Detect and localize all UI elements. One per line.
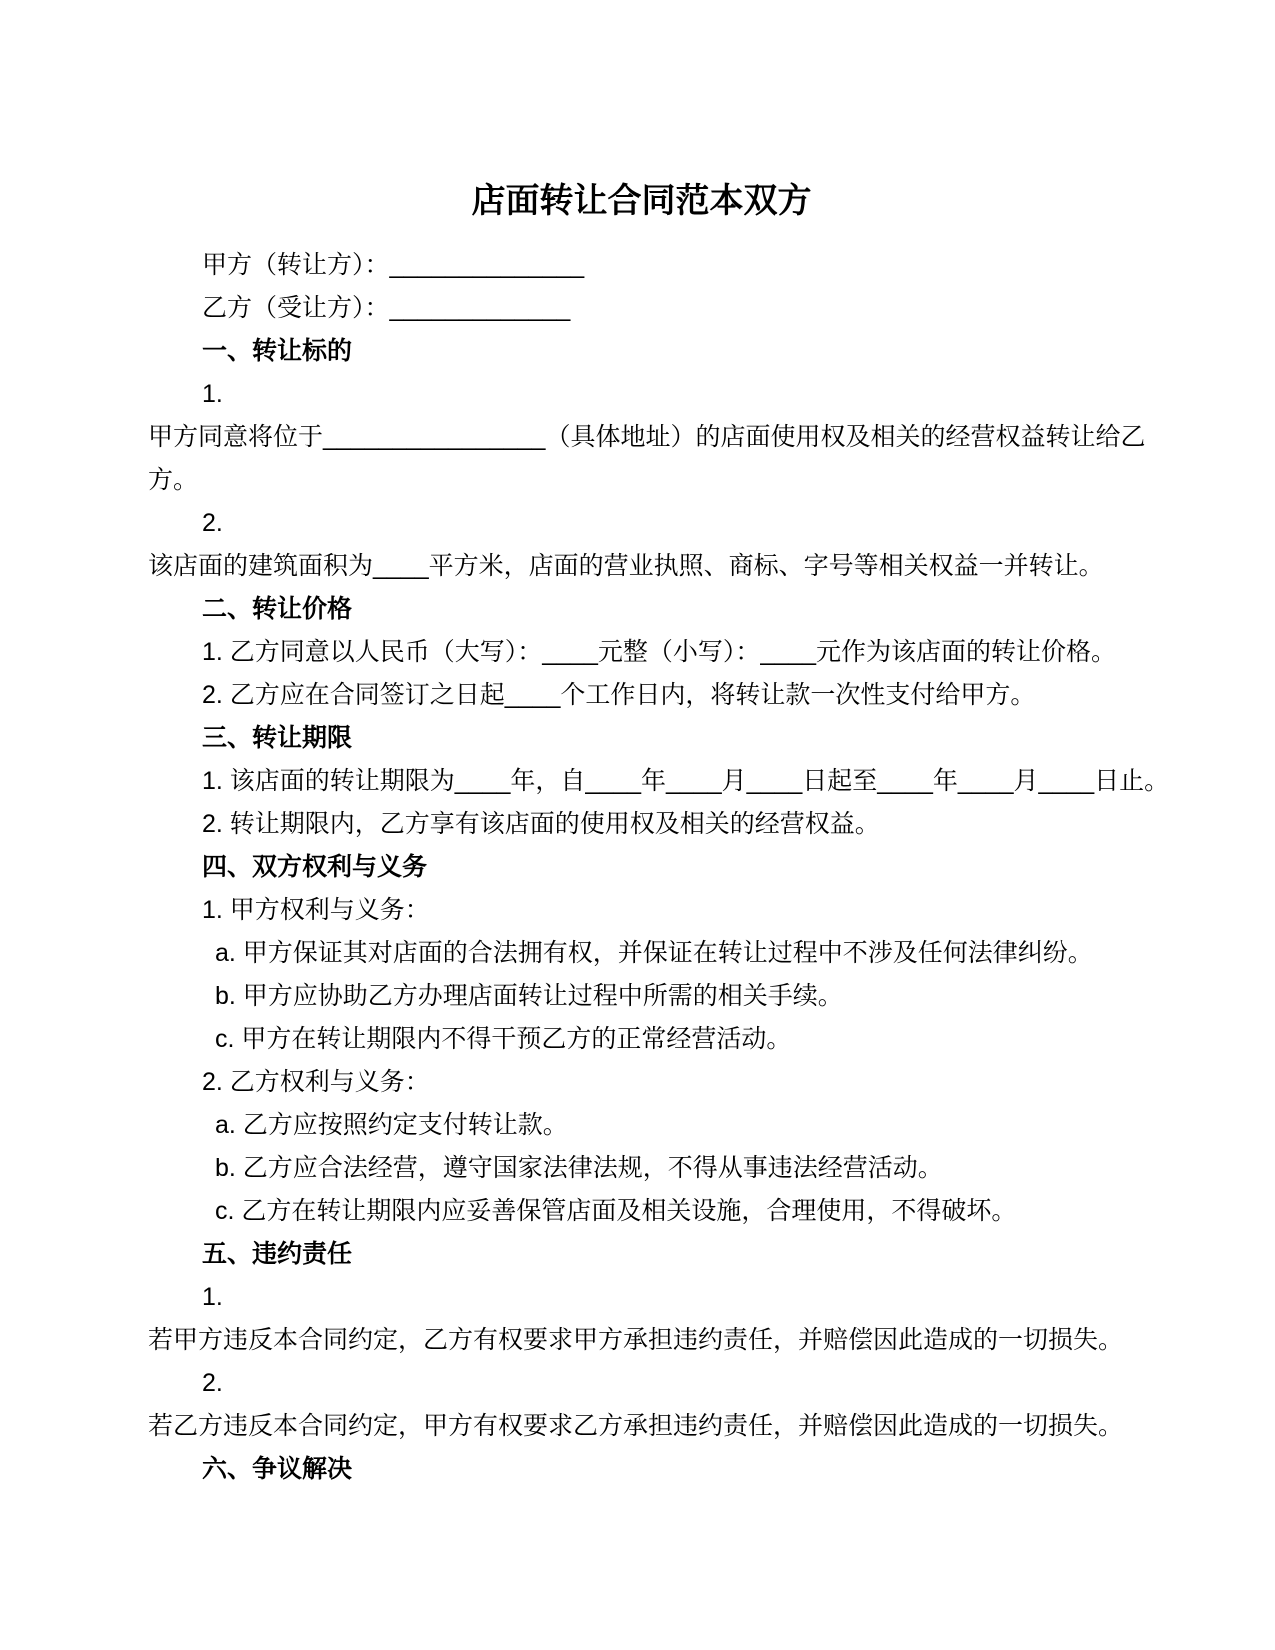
clause-2-2: 2. 乙方应在合同签订之日起____个工作日内，将转让款一次性支付给甲方。 (202, 681, 1036, 709)
clause-1-2-number: 2. (202, 509, 223, 537)
clause-5-2-text: 若乙方违反本合同约定，甲方有权要求乙方承担违约责任，并赔偿因此造成的一切损失。 (148, 1412, 1124, 1440)
clause-5-1-text: 若甲方违反本合同约定，乙方有权要求甲方承担违约责任，并赔偿因此造成的一切损失。 (148, 1326, 1124, 1354)
clause-4-1-label: 1. 甲方权利与义务： (202, 896, 430, 924)
party-b-line: 乙方（受让方）：_____________ (202, 294, 571, 322)
document-title: 店面转让合同范本双方 (471, 182, 812, 220)
clause-4-2-item-c: c. 乙方在转让期限内应妥善保管店面及相关设施，合理使用，不得破坏。 (215, 1197, 1017, 1225)
clause-4-2-item-b: b. 乙方应合法经营，遵守国家法律法规，不得从事违法经营活动。 (215, 1154, 943, 1182)
clause-4-2-label: 2. 乙方权利与义务： (202, 1068, 430, 1096)
section-4-heading: 四、双方权利与义务 (202, 853, 428, 881)
clause-4-1-item-c: c. 甲方在转让期限内不得干预乙方的正常经营活动。 (215, 1025, 792, 1053)
clause-5-1-number: 1. (202, 1283, 223, 1311)
section-1-heading: 一、转让标的 (202, 337, 353, 365)
clause-1-1-number: 1. (202, 380, 223, 408)
clause-1-2-text: 该店面的建筑面积为____平方米，店面的营业执照、商标、字号等相关权益一并转让。 (148, 552, 1104, 580)
party-a-line: 甲方（转让方）：______________ (202, 251, 585, 279)
clause-2-1: 1. 乙方同意以人民币（大写）：____元整（小写）：____元作为该店面的转让价格。 (202, 638, 1117, 666)
section-5-heading: 五、违约责任 (202, 1240, 353, 1268)
section-2-heading: 二、转让价格 (202, 595, 353, 623)
clause-3-2: 2. 转让期限内，乙方享有该店面的使用权及相关的经营权益。 (202, 810, 880, 838)
section-6-heading: 六、争议解决 (202, 1455, 353, 1483)
clause-1-1-text-line2: 方。 (148, 466, 199, 494)
section-3-heading: 三、转让期限 (202, 724, 353, 752)
clause-4-1-item-b: b. 甲方应协助乙方办理店面转让过程中所需的相关手续。 (215, 982, 843, 1010)
clause-4-2-item-a: a. 乙方应按照约定支付转让款。 (215, 1111, 568, 1139)
clause-5-2-number: 2. (202, 1369, 223, 1397)
clause-4-1-item-a: a. 甲方保证其对店面的合法拥有权，并保证在转让过程中不涉及任何法律纠纷。 (215, 939, 1093, 967)
clause-1-1-text-line1: 甲方同意将位于________________（具体地址）的店面使用权及相关的经营权益转让给乙 (148, 423, 1146, 451)
clause-3-1: 1. 该店面的转让期限为____年，自____年____月____日起至____年____月____日止。 (202, 767, 1170, 795)
